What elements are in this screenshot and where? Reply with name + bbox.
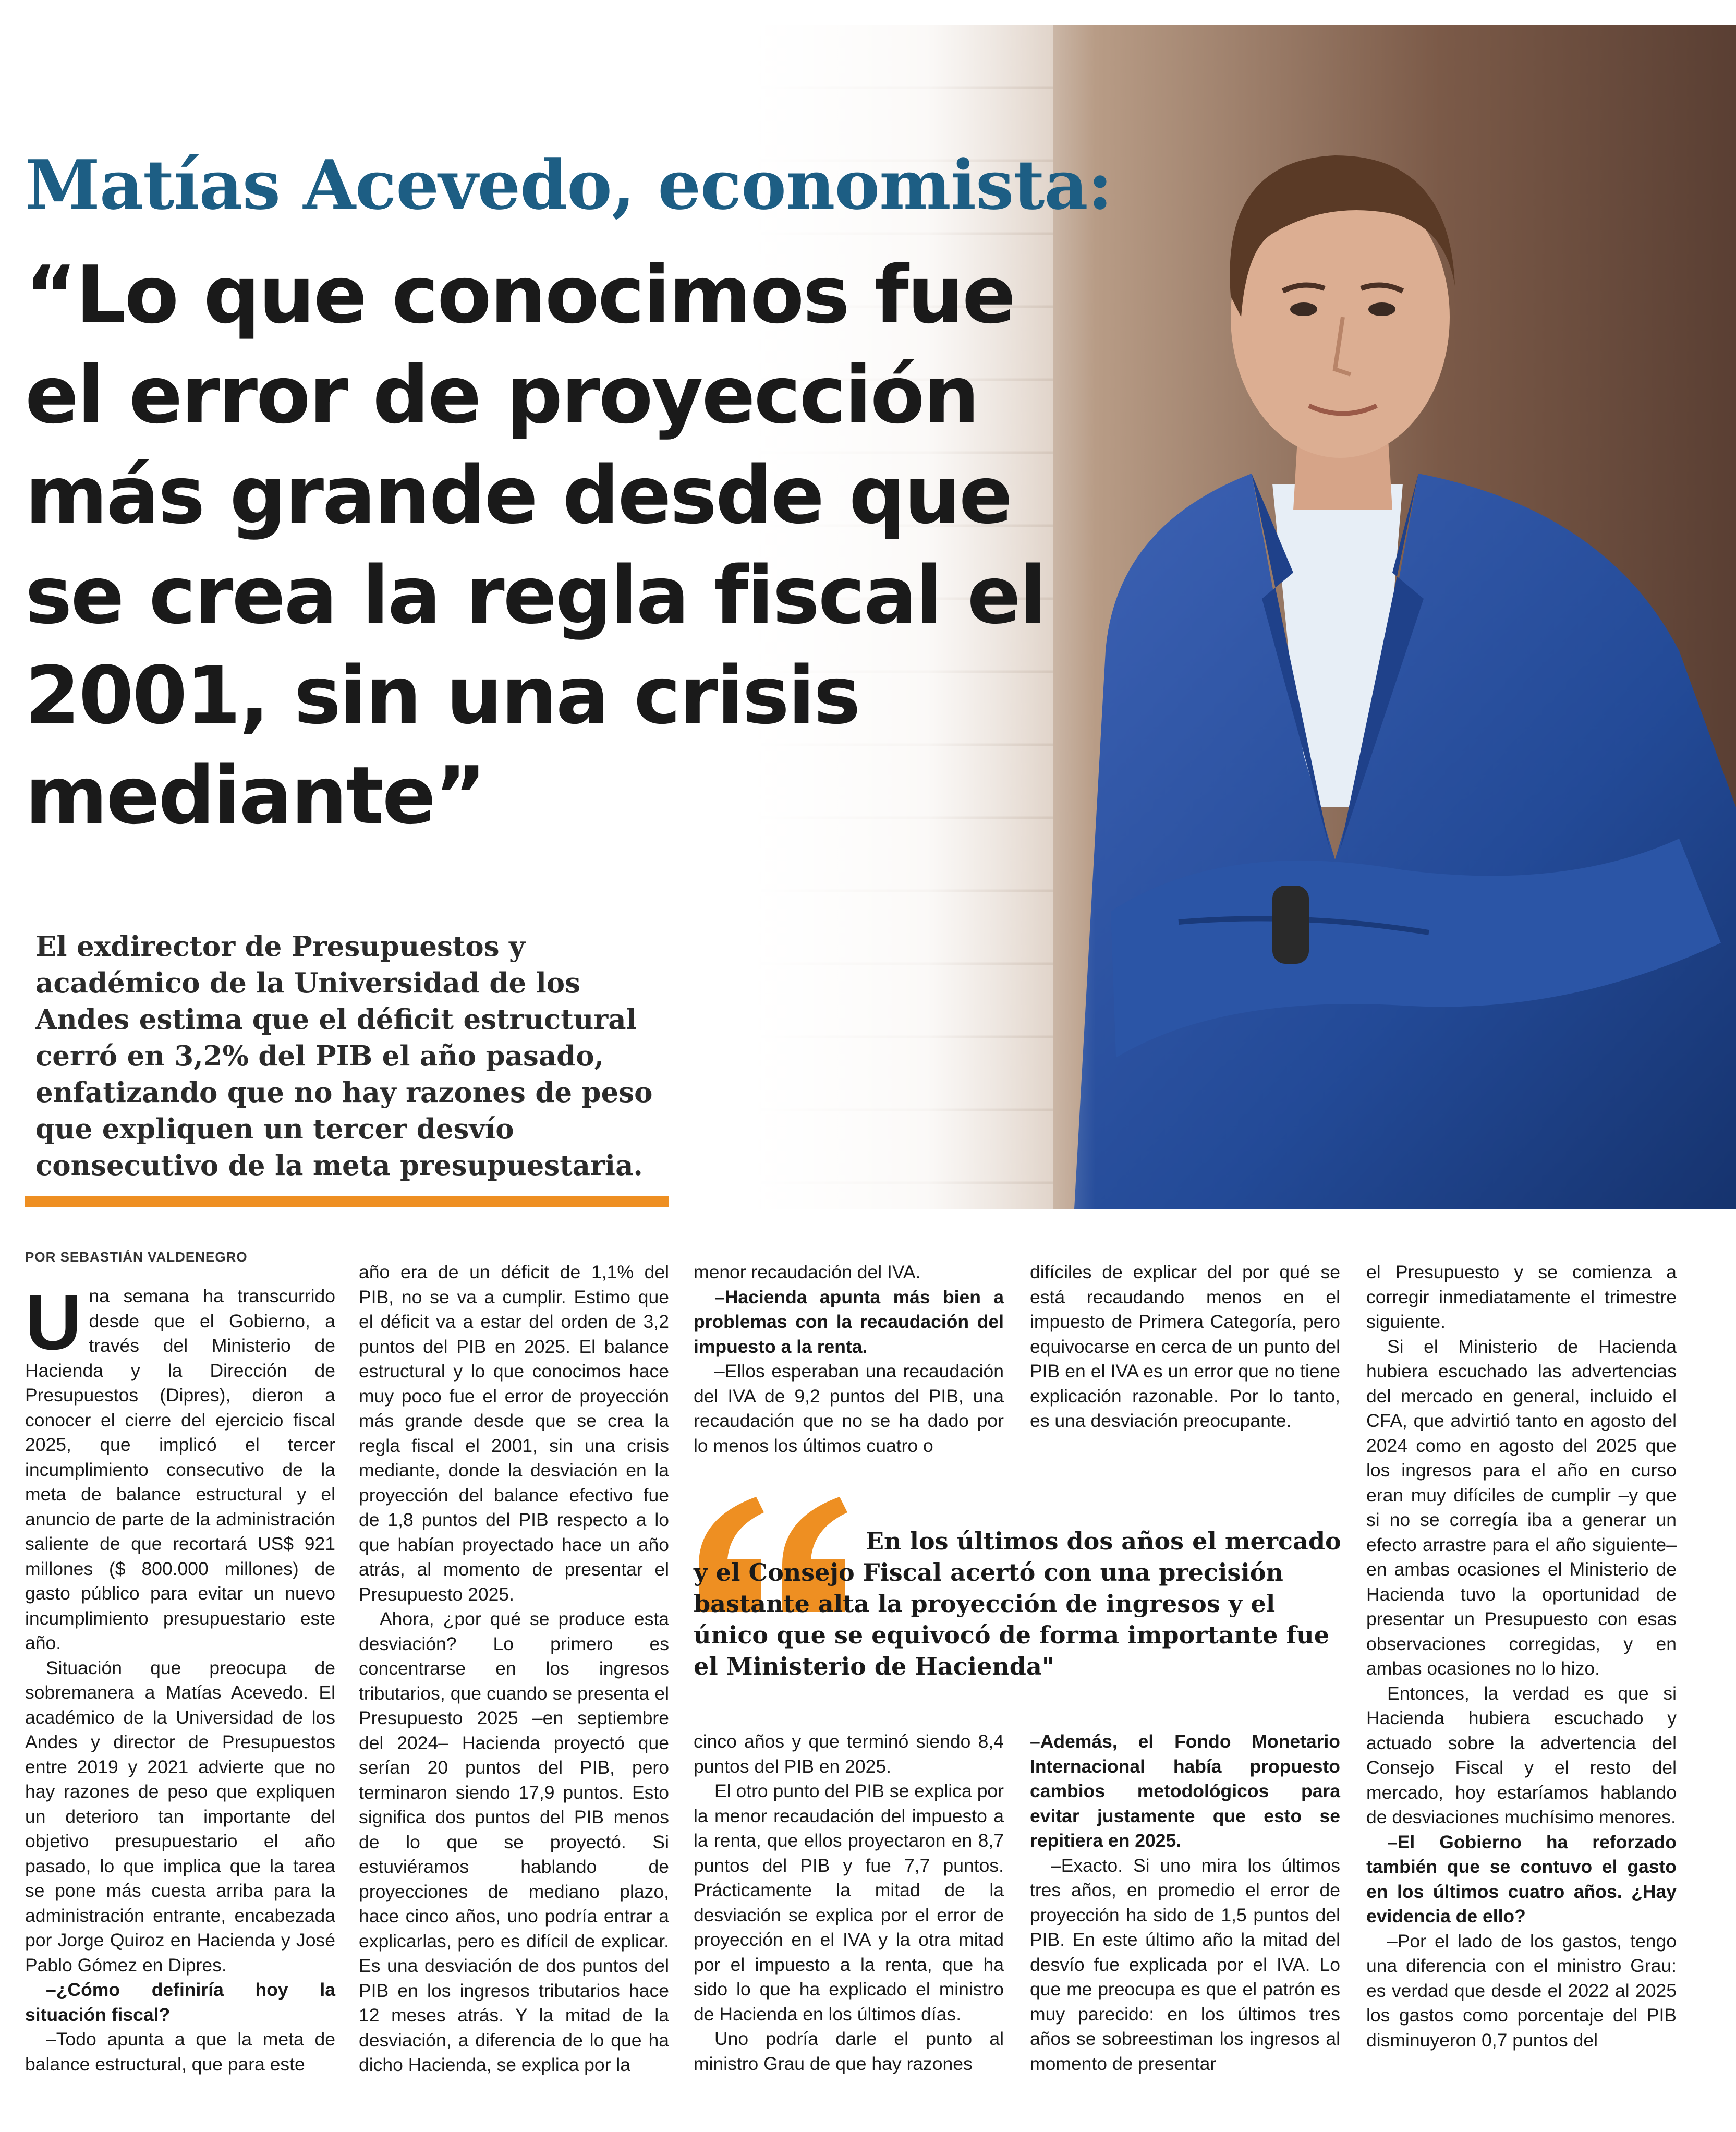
paragraph: Ahora, ¿por qué se produce esta desviación? Lo primero es concentrarse en los ingresos tributarios, que cuando se presenta el Presupuesto 2025 –en septiembre del 2024– Hacienda proyectó que serían 20 puntos del PIB, pero terminaron siendo 17,9 puntos. Esto significa dos puntos del PIB menos de lo que se proyectó. Si estuviéramos hablando de proyecciones de mediano plazo, hace cinco años, uno podría entrar a explicarlas, pero es difícil de explicar. Es una desviación de dos puntos del PIB en los ingresos tributarios hace 12 meses atrás. Y la mitad de la desviación, a diferencia de lo que ha dicho Hacienda, se explica por la xyxy=(359,1608,669,2075)
paragraph: año era de un déficit de 1,1% del PIB, no se va a cumplir. Estimo que el déficit va a estar del orden de 3,2 puntos del PIB en 2025. El balance estructural y lo que conocimos hace muy poco fue el error de proyección más grande desde que se crea la regla fiscal el 2001, sin una crisis mediante, donde la desviación en la proyección del balance efectivo fue de 1,8 puntos del PIB respecto a lo que habían proyectado hace un año atrás, al momento de presentar el Presupuesto 2025. xyxy=(359,1262,669,1605)
question: –El Gobierno ha reforzado también que se contuvo el gasto en los últimos cuatro años. ¿Hay evidencia de ello? xyxy=(1366,1831,1677,1927)
headline-overline: Matías Acevedo, economista: xyxy=(25,145,1112,225)
paragraph: –Todo apunta a que la meta de balance estructural, que para este xyxy=(25,2029,335,2075)
paragraph: difíciles de explicar del por qué se está recaudando menos en el impuesto de Primera Categoría, pero equivocarse en cerca de un punto del PIB en el IVA es un error que no tiene explicación razonable. Por lo tanto, es una desviación preocupante. xyxy=(1030,1262,1340,1431)
pull-quote xyxy=(694,1497,1351,1700)
paragraph: Situación que preocupa de sobremanera a Matías Acevedo. El académico de la Universidad de los Andes y director de Presupuestos entre 2019 y 2021 advierte que no hay razones de peso que expliquen un deterioro tan importante del objetivo presupuestario el año pasado, lo que implica que la tarea se pone más cuesta arriba para la administración entrante, encabezada por Jorge Quiroz en Hacienda y José Pablo Gómez en Dipres. xyxy=(25,1657,335,1976)
paragraph: Si el Ministerio de Hacienda hubiera escuchado las advertencias del mercado en general, incluido el CFA, que advirtió tanto en agosto del 2024 como en agosto del 2025 que los ingresos para el año en curso eran muy difíciles de cumplir –y que si no se corregía iba a generar un efecto arrastre para el año siguiente– en ambas ocasiones el Ministerio de Hacienda tuvo la oportunidad de presentar un Presupuesto con esas observaciones corregidas, y en ambas ocasiones no lo hizo. xyxy=(1366,1336,1677,1679)
paragraph xyxy=(25,1278,335,1656)
question: –Hacienda apunta más bien a problemas con la recaudación del impuesto a la renta. xyxy=(694,1286,1004,1357)
standfirst: El exdirector de Presupuestos y académico de la Universidad de los Andes estima que el déficit estructural cerró en 3,2% del PIB el año pasado, enfatizando que no hay razones de peso que expliquen un tercer desvío consecutivo de la meta presupuestaria. xyxy=(35,930,653,1182)
article-column-1 xyxy=(25,1278,335,2077)
paragraph: el Presupuesto y se comienza a corregir inmediatamente el trimestre siguiente. xyxy=(1366,1262,1677,1332)
article-column-2 xyxy=(359,1260,669,2078)
byline: POR SEBASTIÁN VALDENEGRO xyxy=(25,1249,248,1265)
headline-quote: “Lo que conocimos fue el error de proyección más grande desde que se crea la regla fiscal el 2001, sin una crisis mediante” xyxy=(25,249,1045,842)
paragraph: cinco años y que terminó siendo 8,4 puntos del PIB en 2025. xyxy=(694,1731,1004,1777)
paragraph: –Por el lado de los gastos, tengo una diferencia con el ministro Grau: es verdad que desde el 2022 al 2025 los gastos como porcentaje del PIB disminuyeron 0,7 puntos del xyxy=(1366,1930,1677,2051)
article-column-3-top xyxy=(694,1260,1004,1458)
article-column-4-bottom xyxy=(1030,1729,1340,2076)
accent-rule xyxy=(25,1196,669,1207)
pull-quote-text: En los últimos dos años el mercado y el Consejo Fiscal acertó con una precisión bastante alta la proyección de ingresos y el único que se equivocó de forma importante fue el Ministerio de Hacienda" xyxy=(694,1527,1341,1680)
article-column-4-top xyxy=(1030,1260,1340,1434)
paragraph: –Ellos esperaban una recaudación del IVA de 9,2 puntos del PIB, una recaudación que no se ha dado por lo menos los últimos cuatro o xyxy=(694,1361,1004,1456)
article-column-3-bottom xyxy=(694,1729,1004,2076)
drop-cap: U xyxy=(25,1278,82,1366)
paragraph: –Exacto. Si uno mira los últimos tres años, en promedio el error de proyección ha sido de 1,5 puntos del PIB. En este último año la mitad del desvío fue explicada por el IVA. Lo que me preocupa es que el patrón es muy parecido: en los últimos tres años se sobreestiman los ingresos al momento de presentar xyxy=(1030,1855,1340,2074)
question: –¿Cómo definiría hoy la situación fiscal? xyxy=(25,1979,335,2025)
paragraph: Uno podría darle el punto al ministro Grau de que hay razones xyxy=(694,2028,1004,2074)
paragraph: Entonces, la verdad es que si Hacienda hubiera escuchado y actuado sobre la advertencia del Consejo Fiscal y el resto del mercado, hoy estaríamos hablando de desviaciones muchísimo menores. xyxy=(1366,1682,1677,1827)
paragraph: El otro punto del PIB se explica por la menor recaudación del impuesto a la renta, que ellos proyectaron en 8,7 puntos del PIB y fue 7,7 puntos. Prácticamente la mitad de la desviación se explica por el error de proyección en el IVA y la otra mitad por el impuesto a la renta, que ha sido lo que ha explicado el ministro de Hacienda en los últimos días. xyxy=(694,1780,1004,2025)
paragraph: menor recaudación del IVA. xyxy=(694,1262,921,1282)
paragraph-text: na semana ha transcurrido desde que el Gobierno, a través del Ministerio de Hacienda y la Dirección de Presupuestos (Dipres), dieron a conocer el cierre del ejercicio fiscal 2025, que implicó el tercer incumplimiento consecutivo de la meta de balance estructural y el anuncio de parte de la administración saliente de que recortará US$ 921 millones ($ 800.000 millones) de gasto público para evitar un nuevo incumplimiento presupuestario este año. xyxy=(25,1286,335,1653)
question: –Además, el Fondo Monetario Internacional había propuesto cambios metodológicos para evitar justamente que esto se repitiera en 2025. xyxy=(1030,1731,1340,1851)
article-column-5 xyxy=(1366,1260,1677,2053)
